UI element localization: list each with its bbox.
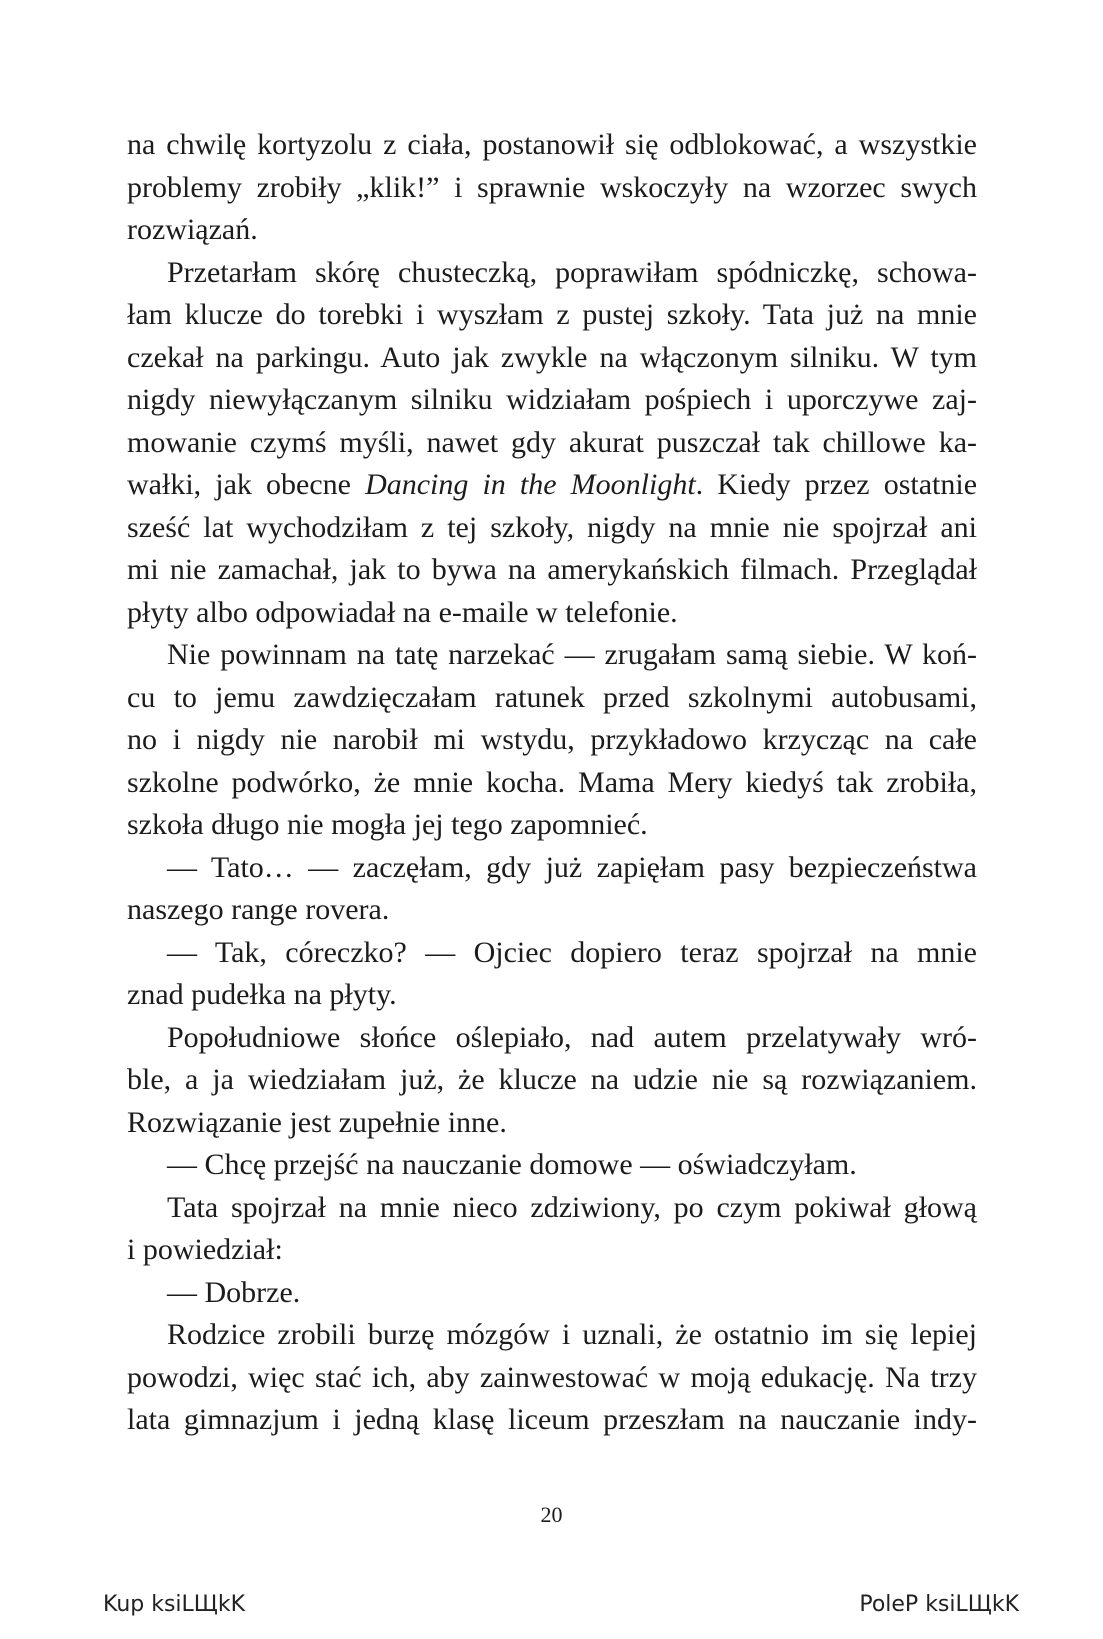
- text-line: czekał na parkingu. Auto jak zwykle na włączonym silniku. W tym: [127, 340, 977, 374]
- recommend-book-link[interactable]: PoleP ksiLЩkK: [859, 1592, 1019, 1617]
- text-line: i powiedział:: [127, 1233, 283, 1266]
- text-line: Nie powinnam na tatę narzekać — zrugałam samą siebie. W koń-: [167, 638, 977, 671]
- text-line: naszego range rovera.: [127, 893, 390, 926]
- text-line: — Tak, córeczko? — Ojciec dopiero teraz spojrzał na mnie: [167, 935, 977, 969]
- text-line: powodzi, więc stać ich, aby zainwestować w moją edukację. Na trzy: [127, 1360, 977, 1394]
- text-line: Rozwiązanie jest zupełnie inne.: [127, 1105, 507, 1139]
- text-line: — Chcę przejść na nauczanie domowe — oświadczyłam.: [167, 1148, 857, 1181]
- text-line: problemy zrobiły „klik!” i sprawnie wskoczyły na wzorzec swych: [127, 170, 977, 204]
- text-line: wałki, jak obecne Dancing in the Moonlight. Kiedy przez ostatnie: [127, 468, 978, 501]
- page-number: 20: [540, 1502, 563, 1527]
- text-line: — Tato… — zaczęłam, gdy już zapięłam pasy bezpieczeństwa: [167, 850, 977, 884]
- text-line: szkolne podwórko, że mnie kocha. Mama Mery kiedyś tak zrobiła,: [127, 765, 977, 799]
- text-line: no i nigdy nie narobił mi wstydu, przykładowo krzycząc na całe: [127, 723, 977, 756]
- text-line: nigdy niewyłączanym silniku widziałam pośpiech i uporczywe zaj-: [127, 383, 977, 416]
- text-line: mi nie zamachał, jak to bywa na amerykańskich filmach. Przeglądał: [127, 553, 977, 586]
- text-line: lata gimnazjum i jedną klasę liceum przeszłam na nauczanie indy-: [127, 1403, 977, 1436]
- text-line: rozwiązań.: [127, 213, 258, 246]
- text-line: na chwilę kortyzolu z ciała, postanowił się odblokować, a wszystkie: [127, 128, 977, 161]
- text-line: szkoła długo nie mogła jej tego zapomnieć.: [127, 808, 648, 841]
- text-line: Tata spojrzał na mnie nieco zdziwiony, po czym pokiwał głową: [167, 1190, 977, 1224]
- text-line: mowanie czymś myśli, nawet gdy akurat puszczał tak chillowe ka-: [127, 425, 977, 459]
- text-line: Popołudniowe słońce oślepiało, nad autem przelatywały wró-: [167, 1020, 977, 1054]
- text-line: Rodzice zrobili burzę mózgów i uznali, że ostatnio im się lepiej: [167, 1318, 977, 1351]
- text-line: sześć lat wychodziłam z tej szkoły, nigdy na mnie nie spojrzał ani: [127, 510, 977, 544]
- text-line: Przetarłam skórę chusteczką, poprawiłam spódniczkę, schowa-: [167, 255, 977, 289]
- text-line: — Dobrze.: [167, 1275, 301, 1309]
- song-title: Dancing in the Moonlight: [365, 468, 696, 501]
- text-line: znad pudełka na płyty.: [127, 978, 397, 1011]
- body-text: [127, 124, 977, 1442]
- text-line: łam klucze do torebki i wyszłam z pustej szkoły. Tata już na mnie: [127, 298, 977, 331]
- buy-book-link[interactable]: Kup ksiLЩkK: [103, 1592, 246, 1617]
- text-line: cu to jemu zawdzięczałam ratunek przed szkolnymi autobusami,: [127, 680, 977, 714]
- text-line: płyty albo odpowiadał na e-maile w telefonie.: [127, 595, 678, 629]
- text-line: ble, a ja wiedziałam już, że klucze na udzie nie są rozwiązaniem.: [127, 1063, 977, 1096]
